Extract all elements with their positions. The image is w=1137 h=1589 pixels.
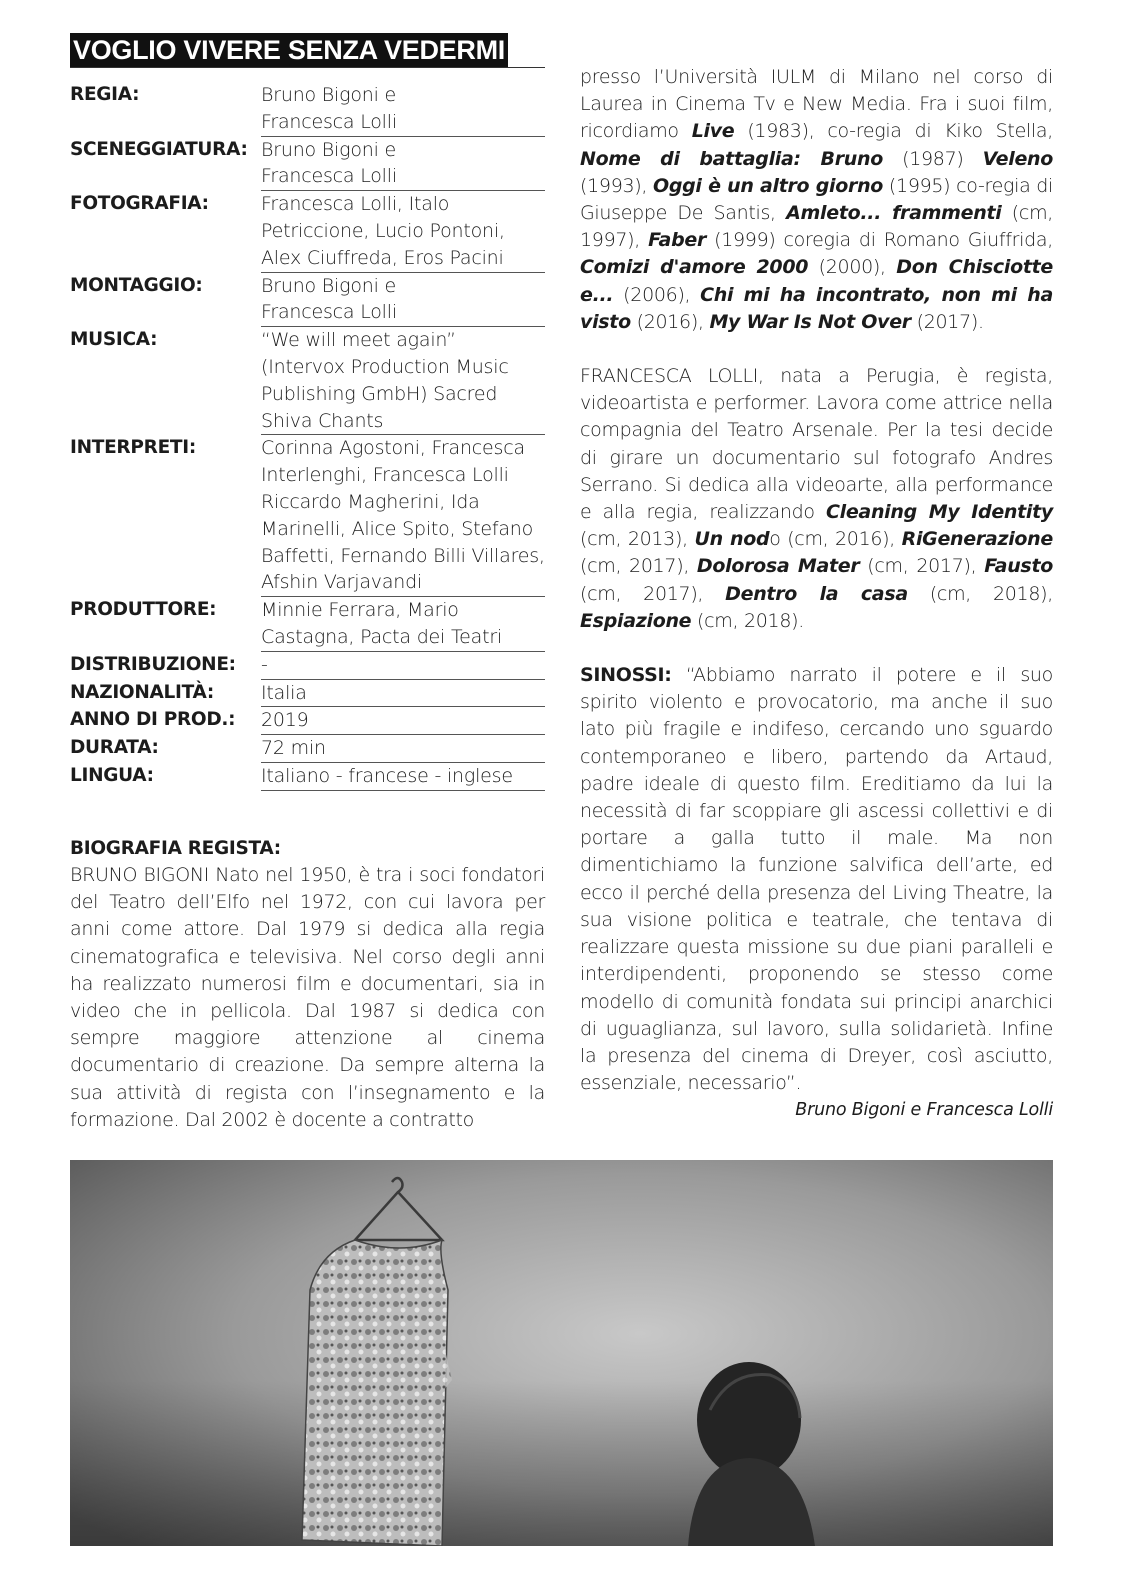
film-title: My War Is Not Over [709, 310, 911, 333]
biography-text: BRUNO BIGONI Nato nel 1950, è tra i soci fondatori del Teatro dell’Elfo nel 1972, con cui lavora per anni come attore. Dal 1979 si dedica alla regia cinematografica e televisiva. Nel corso degli anni ha realizzato numerosi film e documentari, sia in video che in pellicola. Dal 1987 si dedica con sempre maggiore attenzione al cinema documentario di creazione. Da sempre alterna la sua attività di regista con l’insegnamento e la formazione. Dal 2002 è docente a contratto [70, 864, 545, 1131]
credit-label: DISTRIBUZIONE: [70, 653, 236, 675]
credit-label: MUSICA: [70, 329, 158, 351]
credit-value: 2019 [261, 707, 545, 735]
credit-row-sceneggiatura [70, 137, 545, 192]
credit-value: Italiano - francese - inglese [261, 763, 545, 791]
credit-value: - [261, 652, 545, 680]
credit-row-montaggio [70, 273, 545, 328]
credit-label: PRODUTTORE: [70, 599, 217, 621]
credit-row-nazionalita [70, 680, 545, 708]
page-title: VOGLIO VIVERE SENZA VEDERMI [70, 33, 508, 67]
biography-heading: BIOGRAFIA REGISTA: [70, 838, 281, 859]
credit-value: Minnie Ferrara, Mario Castagna, Pacta dei Teatri [261, 597, 545, 652]
text-segment: (2000), [808, 256, 897, 279]
text-segment: (2016), [630, 310, 710, 333]
credits-table [70, 82, 545, 791]
text-segment: o (cm, 2016), [769, 528, 902, 551]
credit-value: Bruno Bigoni e Francesca Lolli [261, 137, 545, 192]
credit-value: “We will meet again” (Intervox Production Music Publishing GmbH) Sacred Shiva Chants [261, 327, 545, 435]
film-title: Nome di battaglia: Bruno [580, 147, 883, 170]
credit-value: Bruno Bigoni e Francesca Lolli [261, 82, 545, 137]
credit-value: Corinna Agostoni, Francesca Interlenghi, Francesca Lolli Riccardo Magherini, Ida Marinelli, Alice Spito, Stefano Baffetti, Fernando Billi Villares, Afshin Varjavandi [261, 435, 545, 597]
credit-label: DURATA: [70, 737, 159, 759]
credit-row-anno [70, 707, 545, 735]
credit-row-durata [70, 735, 545, 763]
film-title: Un nod [694, 528, 770, 551]
text-segment: (2006), [613, 283, 701, 306]
film-title: Don Chisciotte e... [580, 256, 1053, 306]
credit-row-fotografia [70, 191, 545, 272]
credit-label: NAZIONALITÀ: [70, 681, 214, 703]
film-title: Espiazione [580, 609, 692, 632]
credit-row-musica [70, 327, 545, 435]
film-still-image [70, 1160, 1053, 1546]
credit-label: LINGUA: [70, 764, 154, 786]
synopsis-signature: Bruno Bigoni e Francesca Lolli [795, 1100, 1053, 1121]
credit-row-distribuzione [70, 652, 545, 680]
text-segment: (cm, 2017), [580, 555, 697, 578]
text-segment: (1999) coregia di Romano Giuffrida, [706, 229, 1053, 252]
credit-value: Bruno Bigoni e Francesca Lolli [261, 273, 545, 328]
film-title: Oggi è un altro giorno [652, 174, 884, 197]
film-title: Amleto... frammenti [786, 202, 1002, 225]
text-segment: (cm, 2017), [580, 582, 726, 605]
film-title: RiGenerazione [901, 528, 1053, 551]
film-title: Veleno [982, 147, 1054, 170]
credit-row-regia [70, 82, 545, 137]
text-segment: (1983), co-regia di Kiko Stella, [734, 120, 1053, 143]
lolli-biography [580, 363, 1053, 635]
text-segment: (cm, 2013), [580, 528, 695, 551]
film-title: Cleaning My Identity [825, 501, 1053, 524]
credit-label: SCENEGGIATURA: [70, 138, 248, 160]
credit-value: Francesca Lolli, Italo Petriccione, Lucio Pontoni, Alex Ciuffreda, Eros Pacini [261, 191, 545, 272]
film-title: Dentro la casa [725, 582, 908, 605]
film-title: Live [691, 120, 735, 143]
synopsis [580, 662, 1053, 1097]
credit-row-interpreti [70, 435, 545, 597]
text-segment: (1993), [580, 174, 653, 197]
synopsis-text: “Abbiamo narrato il potere e il suo spirito violento e provocatorio, ma anche il suo lato più fragile e indifeso, cercando uno sguardo contemporaneo e libero, partendo da Artaud, padre ideale di questo film. Ereditiamo da lui la necessità di far scoppiare gli ascessi collettivi e di portare a galla tutto il male. Ma non dimentichiamo la funzione salvifica dell’arte, ed ecco il perché della presenza del Living Theatre, la sua visione politica e teatrale, che tentava di realizzare questa missione su due piani paralleli e interdipendenti, proponendo se stesso come modello di comunità fondata sui principi anarchici di uguaglianza, sul lavoro, sulla solidarietà. Infine la presenza del cinema di Dreyer, così asciutto, essenziale, necessario”. [580, 664, 1053, 1095]
credit-value: 72 min [261, 735, 545, 763]
right-column [580, 64, 1053, 1123]
credit-label: MONTAGGIO: [70, 274, 203, 296]
title-rule [70, 67, 545, 68]
credit-label: REGIA: [70, 84, 140, 105]
text-segment: (cm, 1997), [580, 202, 1054, 252]
text-segment: (cm, 2017), [859, 555, 985, 578]
film-title: Comizi d'amore 2000 [580, 256, 809, 279]
text-segment: (1995) co-regia di Giuseppe De Santis, [580, 174, 1054, 225]
bigoni-filmography [580, 64, 1053, 336]
credit-value: Italia [261, 680, 545, 708]
film-title: Faber [648, 229, 707, 252]
film-title: Dolorosa Mater [696, 555, 860, 578]
text-segment: FRANCESCA LOLLI, nata a Perugia, è regista, videoartista e performer. Lavora come attrice nella compagnia del Teatro Arsenale. Per la tesi decide di girare un documentario sul fotografo Andres Serrano. Si dedica alla videoarte, alla performance e alla regia, realizzando [580, 365, 1053, 524]
film-title: Chi mi ha incontrato, non mi ha visto [580, 283, 1053, 333]
text-segment: (cm, 2018). [691, 609, 804, 632]
text-segment: (2017). [910, 310, 984, 333]
director-biography [70, 835, 545, 1134]
credit-label: INTERPRETI: [70, 437, 196, 459]
synopsis-label: SINOSSI: [580, 664, 672, 687]
text-segment: (cm, 2018), [907, 582, 1053, 605]
credit-label: ANNO DI PROD.: [70, 709, 236, 731]
credit-row-produttore [70, 597, 545, 652]
credit-label: FOTOGRAFIA: [70, 193, 209, 215]
text-segment: (1987) [882, 147, 983, 170]
credit-row-lingua [70, 763, 545, 791]
film-title: Fausto [984, 555, 1053, 578]
text-segment: presso l’Università IULM di Milano nel corso di Laurea in Cinema Tv e New Media. Fra i suoi film, ricordiamo [580, 66, 1053, 143]
